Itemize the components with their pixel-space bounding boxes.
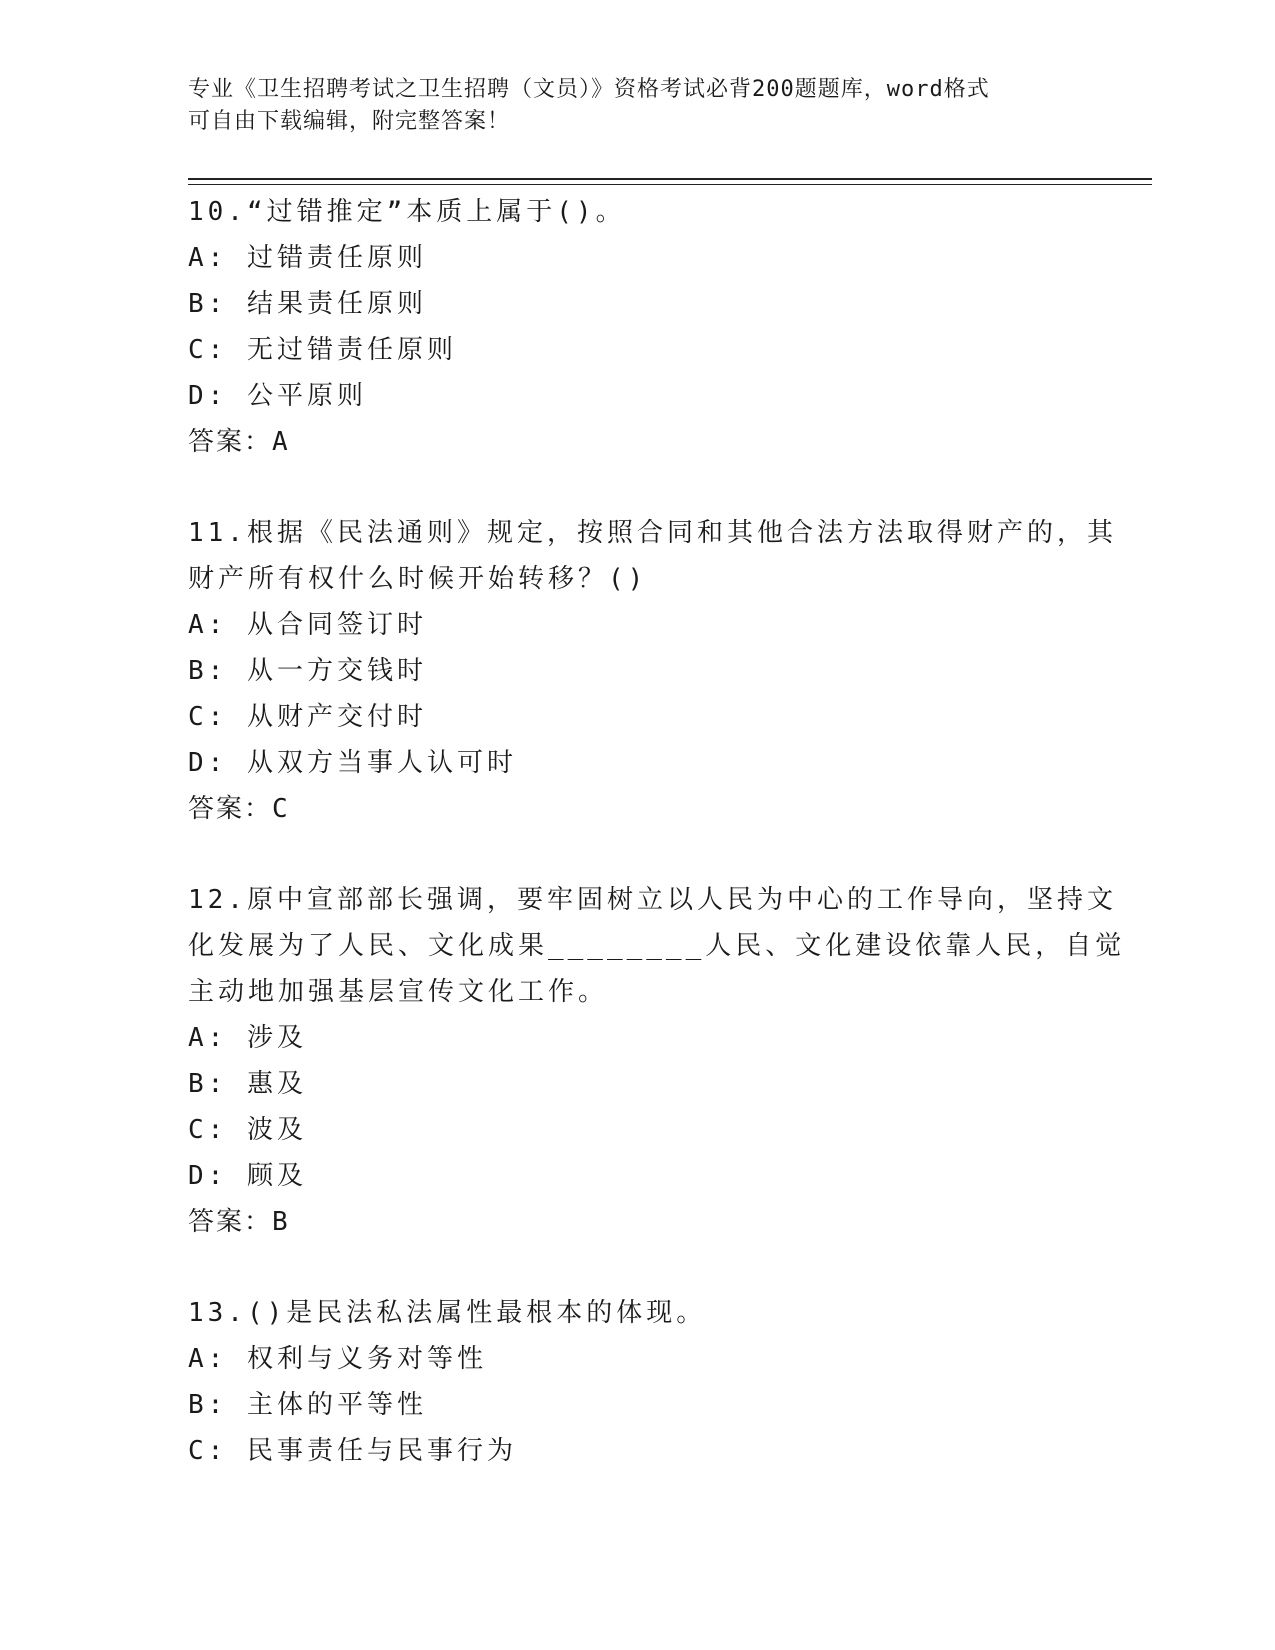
question-stem-line-1: 11.根据《民法通则》规定，按照合同和其他合法方法取得财产的，其 — [188, 518, 1117, 548]
header-line-1: 专业《卫生招聘考试之卫生招聘（文员）》资格考试必背200题题库，word格式 — [188, 77, 990, 102]
option-c: C: 波及 — [188, 1115, 307, 1145]
question-stem-line-1: 12.原中宣部部长强调，要牢固树立以人民为中心的工作导向，坚持文 — [188, 885, 1117, 915]
answer-value: B — [272, 1207, 292, 1237]
answer-line — [188, 786, 1088, 832]
option-b: B: 结果责任原则 — [188, 289, 427, 319]
option-d: D: 顾及 — [188, 1161, 307, 1191]
header-divider-thick — [188, 178, 1152, 180]
answer-label: 答案： — [188, 1207, 273, 1237]
question-stem-line-2: 财产所有权什么时候开始转移？() — [188, 564, 648, 594]
option-c: C: 民事责任与民事行为 — [188, 1436, 517, 1466]
answer-value: C — [272, 794, 292, 824]
answer-label: 答案： — [188, 427, 273, 457]
answer-line — [188, 419, 1088, 465]
question-stem-line-2: 化发展为了人民、文化成果________人民、文化建设依靠人民，自觉 — [188, 931, 1126, 961]
option-d: D: 公平原则 — [188, 381, 367, 411]
option-d: D: 从双方当事人认可时 — [188, 748, 517, 778]
question-stem: 13.()是民法私法属性最根本的体现。 — [188, 1298, 707, 1328]
document-header — [188, 74, 1068, 138]
answer-line — [188, 1199, 1088, 1245]
header-line-2: 可自由下载编辑，附完整答案！ — [188, 109, 511, 134]
option-c: C: 无过错责任原则 — [188, 335, 457, 365]
question-12 — [188, 877, 1126, 1245]
option-b: B: 从一方交钱时 — [188, 656, 427, 686]
option-a: A: 涉及 — [188, 1023, 307, 1053]
question-10 — [188, 189, 1088, 465]
option-b: B: 惠及 — [188, 1069, 307, 1099]
option-c: C: 从财产交付时 — [188, 702, 427, 732]
answer-label: 答案： — [188, 794, 273, 824]
question-11 — [188, 510, 1117, 832]
option-a: A: 权利与义务对等性 — [188, 1344, 487, 1374]
answer-value: A — [272, 427, 292, 457]
option-b: B: 主体的平等性 — [188, 1390, 427, 1420]
question-stem: 10.“过错推定”本质上属于()。 — [188, 197, 626, 227]
header-divider-thin — [188, 184, 1152, 185]
question-stem-line-3: 主动地加强基层宣传文化工作。 — [188, 977, 609, 1007]
question-13 — [188, 1290, 1088, 1474]
option-a: A: 过错责任原则 — [188, 243, 427, 273]
option-a: A: 从合同签订时 — [188, 610, 427, 640]
